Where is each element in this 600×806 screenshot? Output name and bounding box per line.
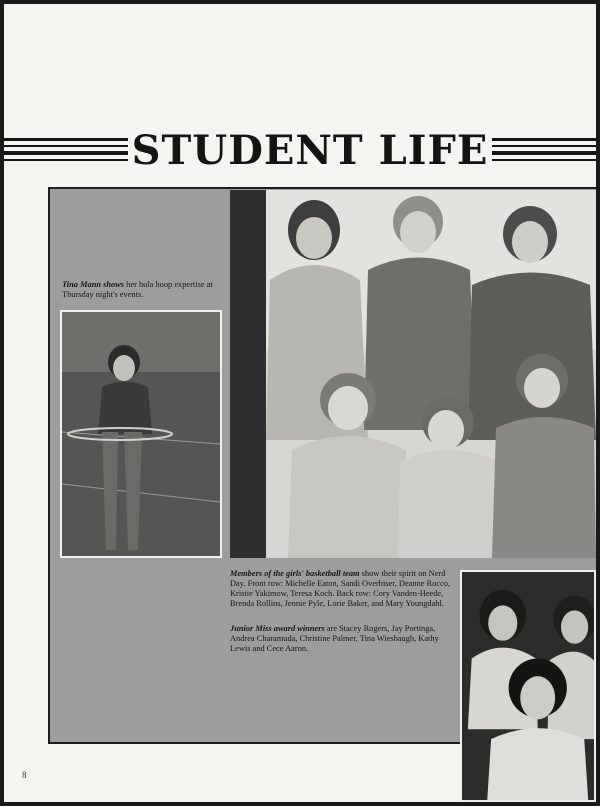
- caption-text: her hula hoop expertise at Thursday night's events.: [62, 280, 213, 299]
- header-rule: [492, 145, 596, 147]
- hula-caption: [62, 280, 222, 300]
- header-rule: [4, 159, 128, 161]
- caption-lead: Tina Mann shows: [62, 280, 125, 289]
- basketball-caption: [230, 569, 454, 609]
- junior-miss-caption: [230, 624, 454, 654]
- header-rule: [4, 145, 128, 147]
- header-rule: [492, 151, 596, 155]
- page-title: STUDENT LIFE: [131, 127, 489, 174]
- header-rule: [492, 138, 596, 141]
- hula-hoop-photo: [60, 310, 222, 558]
- page-number: 8: [22, 770, 27, 780]
- header-rule: [4, 138, 128, 141]
- basketball-team-photo: [230, 190, 596, 558]
- yearbook-page: [4, 4, 596, 802]
- caption-text: are Stacey Rogers, Jay Portinga, Andrea Charamuda, Christine Palmer, Tina Wiesbaugh, Kathy Lewis and Cece Aaron.: [230, 624, 439, 653]
- junior-miss-photo: [460, 570, 596, 802]
- header-rule: [492, 159, 596, 161]
- caption-text: show their spirit on Nerd Day. Front row: Michelle Eaton, Sandi Overbiser, Deanne Rocco, Kristie Yakimow, Teresa Koch. Back row: Cory Vanden-Heede, Brenda Rollins, Jennie Pyle, Lorie Baker, and Mary Youngdahl.: [230, 569, 451, 608]
- header-rule: [4, 151, 128, 155]
- caption-lead: Junior Miss award winners: [230, 624, 325, 633]
- caption-lead: Members of the girls' basketball team: [230, 569, 360, 578]
